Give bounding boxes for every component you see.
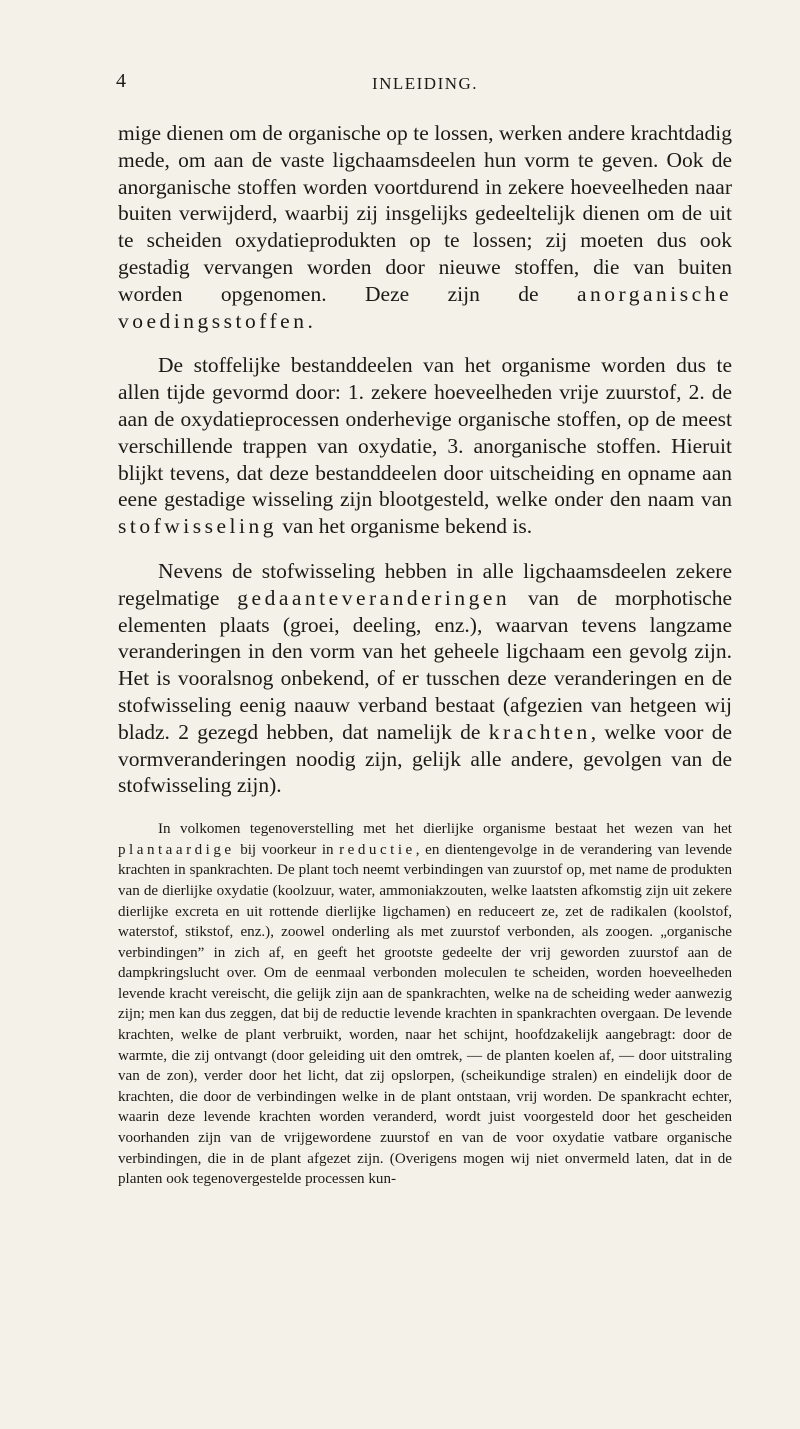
emphasized-term: anorganische voedingsstoffen — [118, 281, 732, 333]
text-run: , en dientengevolge in de verandering van levende krachten in spankrachten. De plant toch neemt verbindingen van zuurstof op, met name de produkten van de dierlijke oxydatie (koolzuur, water, ammoniakzouten, welke laatsten afkomstig zijn uit zekere dierlijke excreta en uit rottende dierlijke ligchamen) en reduceert ze, zet de radikalen (koolstof, waterstof, stikstof, enz.), zoowel onderling als met zuurstof verbonden, als zoogen. „organische verbindingen” in zich af, en geeft het grootste gedeelte der vrij geworden zuurstof aan de dampkringslucht over. Om de eenmaal verbonden moleculen te scheiden, worden hoeveelheden levende kracht vereischt, die gelijk zijn aan de spankrachten, welke na de scheiding weder aanwezig zijn; men kan dus zeggen, dat bij de reductie levende krachten in spankrachten overgaan. De levende krachten, welke de plant verbruikt, worden, naar het schijnt, hoofdzakelijk aangebragt: door de warmte, die zij ontvangt (door geleiding uit den omtrek, — de planten koelen af, — door uitstraling van de zon), verder door het licht, dat zij opslorpen, (scheikundige stralen) en eindelijk door de krachten, die door de verbindingen welke in de plant ontstaan, vrij worden. De spankracht echter, waarin deze levende krachten worden veranderd, wordt juist voorgesteld door het gescheiden voorhanden zijn van de vrijgewordene zuurstof en van de voor oxydatie vatbare organische verbindingen, die in de plant afgezet zijn. (Overigens mogen wij niet onvermeld laten, dat in de planten ook tegenovergestelde processen kun- — [118, 841, 732, 1188]
text-run: , welke voor de vormveranderingen noodig zijn, gelijk alle andere, gevolgen van de stofwisseling zijn). — [118, 719, 733, 798]
text-run: mige dienen om de organische op te lossen, werken andere krachtdadig mede, om aan de vaste ligchaamsdeelen hun vorm te geven. Ook de anorganische stoffen worden voortdurend in zekere hoeveelheden naar buiten verwijderd, waarbij zij insgelijks gedeeltelijk dienen om de uit te scheiden oxydatieprodukten op te lossen; zij moeten dus ook gestadig vervangen worden door nieuwe stoffen, die van buiten worden opgenomen. Deze zijn de — [118, 121, 732, 306]
text-run: De stoffelijke bestanddeelen van het organisme worden dus te allen tijde gevormd door: 1. zekere hoeveelheden vrije zuurstof, 2. de aan de oxydatieprocessen onderhevige organische stoffen, op de meest verschillende trappen van oxydatie, 3. anorganische stoffen. Hieruit blijkt tevens, dat deze bestanddeelen door uitscheiding en opname aan eene gestadige wisseling zijn blootgesteld, welke onder den naam van — [118, 353, 732, 512]
paragraph-gedaanteveranderingen — [118, 558, 732, 799]
page-header — [118, 70, 732, 106]
paragraph-anorganische-stoffen — [118, 120, 732, 334]
text-run: Nevens de stofwisseling hebben in alle ligchaamsdeelen zekere regelmatige — [118, 558, 732, 610]
text-run: van de morphotische elementen plaats (groei, deeling, enz.), waarvan tevens langzame veranderingen in den vorm van het geheele ligchaam een gevolg zijn. Het is vooralsnog onbekend, of er tusschen deze veranderingen en de stofwisseling eenig naauw verband bestaat (afgezien van hetgeen wij bladz. 2 gezegd hebben, dat namelijk de — [118, 585, 732, 744]
emphasized-term: reductie — [339, 841, 416, 858]
text-run: . — [307, 308, 313, 333]
book-page — [118, 70, 732, 1190]
emphasized-term: plantaardige — [118, 841, 235, 858]
text-run: van het organisme bekend is. — [276, 514, 533, 539]
emphasized-term: krachten — [488, 719, 591, 744]
small-print-note — [118, 819, 732, 1190]
paragraph-stofwisseling — [118, 352, 732, 540]
emphasized-term: gedaanteveranderingen — [237, 585, 511, 610]
emphasized-term: stofwisseling — [118, 514, 277, 539]
text-run: bij voorkeur in — [234, 841, 340, 858]
running-head: INLEIDING. — [371, 74, 479, 93]
text-run: In volkomen tegenoverstelling met het dierlijke organisme bestaat het wezen van het — [158, 821, 732, 838]
page-number: 4 — [116, 70, 126, 92]
